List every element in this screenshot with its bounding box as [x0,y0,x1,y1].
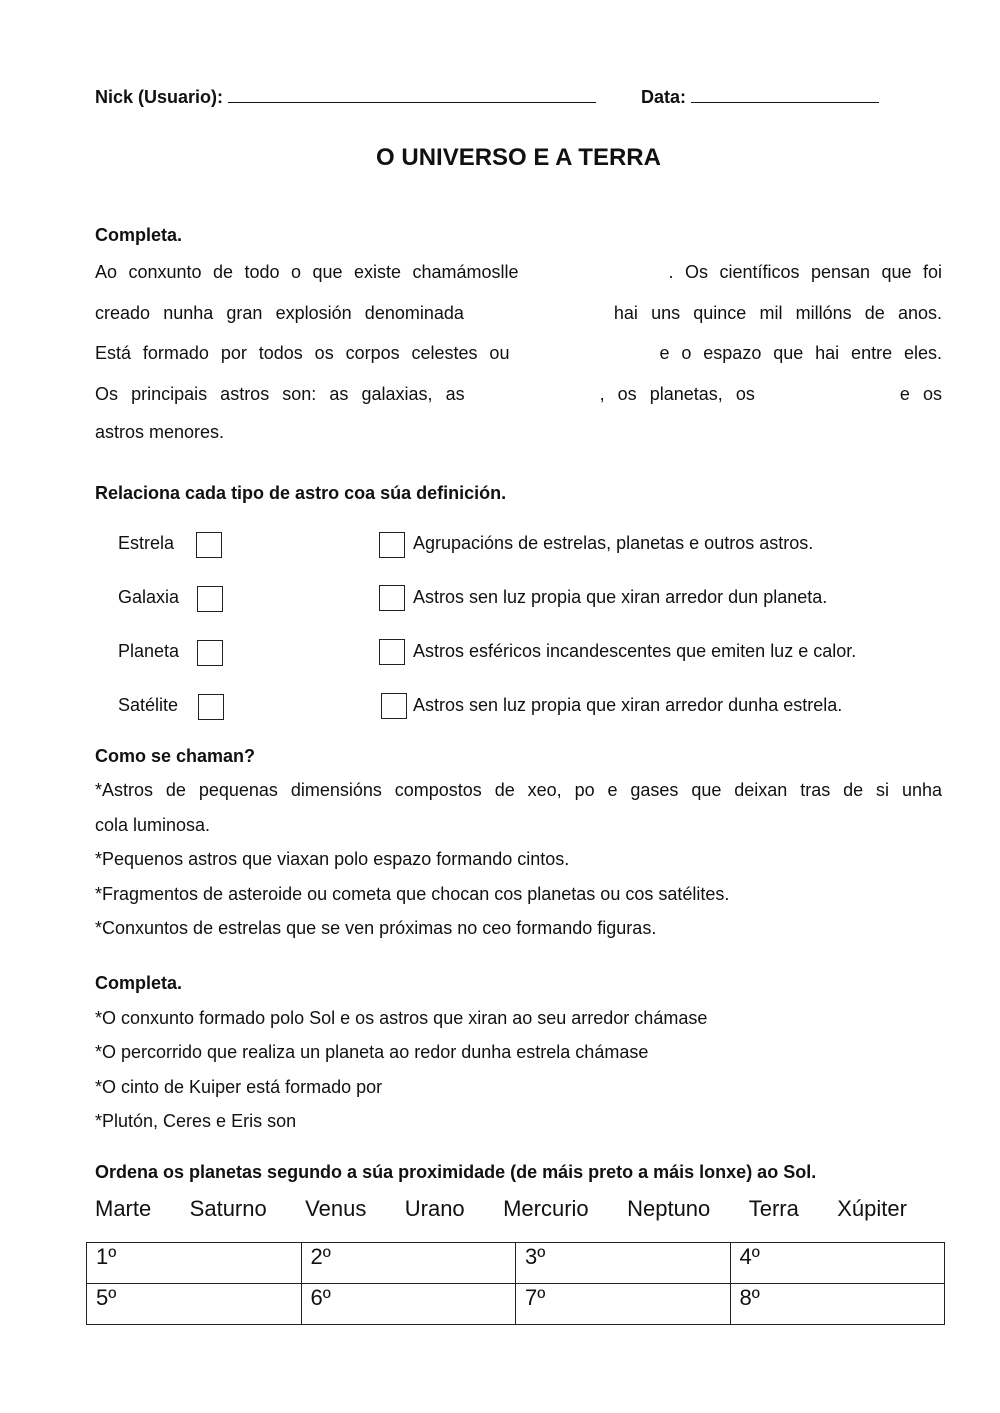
date-input-line[interactable] [691,86,879,103]
order-slot[interactable]: 6º [301,1284,516,1325]
date-row [641,86,879,108]
definition-1-box[interactable] [379,532,405,558]
order-slot[interactable]: 4º [730,1243,945,1284]
fill-line-1-text-a: Ao conxunto de todo o que existe chamámoslle [95,262,519,282]
fill-line-2 [95,303,942,324]
planet-word[interactable]: Saturno [189,1196,267,1221]
fill-line-4-text-b: , os planetas, os [599,384,755,404]
fill-line-4-text-c: e os [899,384,942,404]
planet-word[interactable]: Terra [748,1196,799,1221]
question-2: *Pequenos astros que viaxan polo espazo formando cintos. [95,849,570,869]
term-estrela: Estrela [118,533,175,553]
order-slot[interactable]: 2º [301,1243,516,1284]
order-slot[interactable]: 5º [87,1284,302,1325]
planet-list [95,1196,907,1222]
date-label: Data: [641,87,687,107]
definition-1: Agrupacións de estrelas, planetas e outros astros. [413,533,814,553]
complete-item-3: *O cinto de Kuiper está formado por [95,1077,383,1097]
page-title: O UNIVERSO E A TERRA [376,144,661,171]
planet-word[interactable]: Neptuno [627,1196,711,1221]
fill-line-5: astros menores. [95,422,225,442]
table-row [87,1284,945,1325]
term-planeta-box[interactable] [197,640,223,666]
nick-input-line[interactable] [228,86,596,103]
order-table [86,1242,945,1325]
order-slot[interactable]: 8º [730,1284,945,1325]
order-slot[interactable]: 7º [516,1284,731,1325]
nick-row [95,86,596,108]
fill-line-1 [95,262,942,283]
definition-4-box[interactable] [381,693,407,719]
table-row [87,1243,945,1284]
complete-item-2: *O percorrido que realiza un planeta ao redor dunha estrela chámase [95,1042,649,1062]
term-galaxia-box[interactable] [197,586,223,612]
fill-line-3 [95,343,942,364]
term-planeta: Planeta [118,641,180,661]
definition-4: Astros sen luz propia que xiran arredor dunha estrela. [413,695,843,715]
fill-line-3-text-a: Está formado por todos os corpos celestes ou [95,343,510,363]
fill-line-1-text-b: . Os científicos pensan que foi [668,262,942,282]
section4-heading: Completa. [95,973,183,993]
planet-word[interactable]: Venus [305,1196,367,1221]
term-estrela-box[interactable] [196,532,222,558]
definition-3-box[interactable] [379,639,405,665]
fill-line-4-text-a: Os principais astros son: as galaxias, as [95,384,465,404]
section2-heading: Relaciona cada tipo de astro coa súa definición. [95,483,507,503]
planet-word[interactable]: Xúpiter [837,1196,907,1221]
section3-heading: Como se chaman? [95,746,256,766]
question-3: *Fragmentos de asteroide ou cometa que chocan cos planetas ou cos satélites. [95,884,730,904]
definition-2-box[interactable] [379,585,405,611]
term-satelite-box[interactable] [198,694,224,720]
definition-3: Astros esféricos incandescentes que emiten luz e calor. [413,641,857,661]
complete-item-1: *O conxunto formado polo Sol e os astros que xiran ao seu arredor chámase [95,1008,708,1028]
fill-line-2-text-b: hai uns quince mil millóns de anos. [613,303,942,323]
definition-2: Astros sen luz propia que xiran arredor dun planeta. [413,587,828,607]
section5-heading: Ordena os planetas segundo a súa proximidade (de máis preto a máis lonxe) ao Sol. [95,1162,817,1182]
nick-label: Nick (Usuario): [95,87,224,107]
planet-word[interactable]: Mercurio [503,1196,589,1221]
fill-line-2-text-a: creado nunha gran explosión denominada [95,303,464,323]
planet-word[interactable]: Urano [404,1196,465,1221]
term-satelite: Satélite [118,695,179,715]
order-slot[interactable]: 3º [516,1243,731,1284]
question-1-line-2: cola luminosa. [95,815,211,835]
section1-heading: Completa. [95,225,183,245]
question-1-line-1: *Astros de pequenas dimensións compostos de xeo, po e gases que deixan tras de si unha [95,780,942,800]
complete-item-4: *Plutón, Ceres e Eris son [95,1111,297,1131]
fill-line-3-text-b: e o espazo que hai entre eles. [659,343,943,363]
question-4: *Conxuntos de estrelas que se ven próximas no ceo formando figuras. [95,918,657,938]
planet-word[interactable]: Marte [95,1196,152,1221]
term-galaxia: Galaxia [118,587,180,607]
order-slot[interactable]: 1º [87,1243,302,1284]
fill-line-4 [95,384,942,405]
